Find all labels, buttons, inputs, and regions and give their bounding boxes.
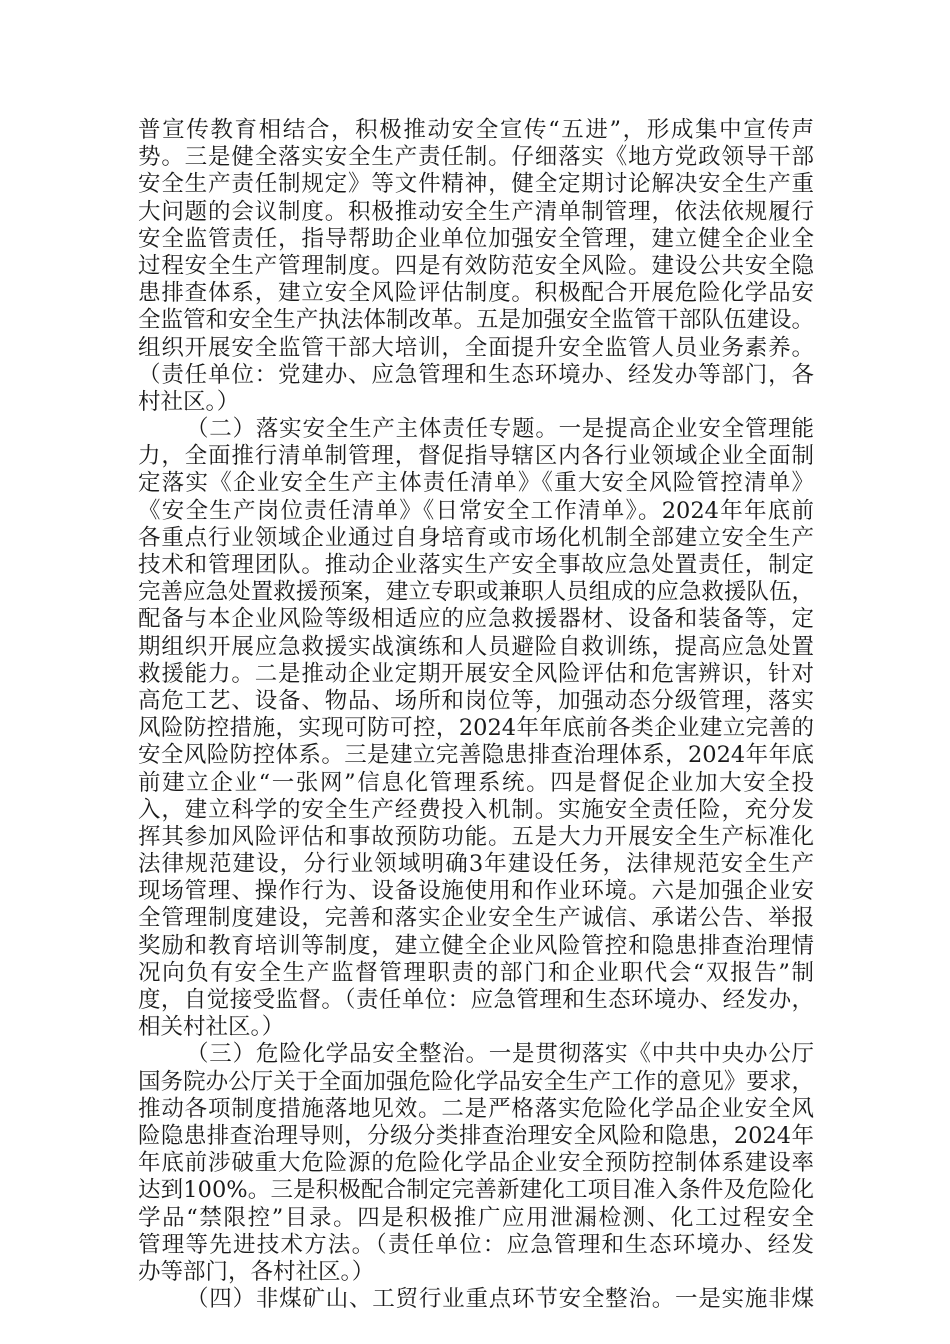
text-line: 力，全面推行清单制管理，督促指导辖区内各行业领域企业全面制	[138, 443, 814, 470]
text-line: 挥其参加风险评估和事故预防功能。五是大力开展安全生产标准化	[138, 823, 814, 850]
text-line: 前建立企业“一张网”信息化管理系统。四是督促企业加大安全投	[138, 769, 814, 796]
text-line: 全管理制度建设，完善和落实企业安全生产诚信、承诺公告、举报	[138, 905, 814, 932]
text-line: 安全监管责任，指导帮助企业单位加强安全管理，建立健全企业全	[138, 225, 814, 252]
text-line: 《安全生产岗位责任清单》《日常安全工作清单》。2024年年底前	[138, 497, 814, 524]
text-line: 险隐患排查治理导则，分级分类排查治理安全风险和隐患，2024年	[138, 1122, 814, 1149]
text-line: 办等部门，各村社区。）	[138, 1258, 375, 1285]
text-line: 度，自觉接受监督。（责任单位：应急管理和生态环境办、经发办，	[138, 987, 814, 1013]
text-line: 患排查体系，建立安全风险评估制度。积极配合开展危险化学品安	[138, 280, 814, 307]
text-line: 高危工艺、设备、物品、场所和岗位等，加强动态分级管理，落实	[138, 687, 814, 714]
text-line: 大问题的会议制度。积极推动安全生产清单制管理，依法依规履行	[138, 198, 814, 225]
text-line: 况向负有安全生产监督管理职责的部门和企业职代会“双报告”制	[138, 959, 814, 986]
text-line: 管理等先进技术方法。（责任单位：应急管理和生态环境办、经发	[138, 1231, 814, 1258]
text-line: 推动各项制度措施落地见效。二是严格落实危险化学品企业安全风	[138, 1095, 814, 1122]
text-line: 国务院办公厅关于全面加强危险化学品安全生产工作的意见》要求，	[138, 1068, 814, 1095]
text-line: 普宣传教育相结合，积极推动安全宣传“五进”，形成集中宣传声	[138, 117, 814, 143]
text-line: 各重点行业领域企业通过自身培育或市场化机制全部建立安全生产	[138, 524, 814, 551]
text-line: 配备与本企业风险等级相适应的应急救援器材、设备和装备等，定	[138, 606, 814, 633]
text-line: 期组织开展应急救援实战演练和人员避险自救训练，提高应急处置	[138, 633, 814, 660]
text-line: （二）落实安全生产主体责任专题。一是提高企业安全管理能	[186, 416, 814, 443]
text-line: 势。三是健全落实安全生产责任制。仔细落实《地方党政领导干部	[138, 144, 814, 171]
text-line: （四）非煤矿山、工贸行业重点环节安全整治。一是实施非煤	[186, 1286, 814, 1313]
text-line: 入，建立科学的安全生产经费投入机制。实施安全责任险，充分发	[138, 796, 814, 823]
text-line: 学品“禁限控”目录。四是积极推广应用泄漏检测、化工过程安全	[138, 1204, 814, 1231]
document-body	[138, 117, 814, 1313]
text-line: 安全风险防控体系。三是建立完善隐患排查治理体系，2024年年底	[138, 742, 814, 769]
text-line: 定落实《企业安全生产主体责任清单》《重大安全风险管控清单》	[138, 470, 814, 497]
text-line: （三）危险化学品安全整治。一是贯彻落实《中共中央办公厅	[186, 1041, 814, 1068]
text-line: 安全生产责任制规定》等文件精神，健全定期讨论解决安全生产重	[138, 171, 814, 198]
text-line: 奖励和教育培训等制度，建立健全企业风险管控和隐患排查治理情	[138, 932, 814, 959]
text-line: 村社区。）	[138, 388, 240, 415]
text-line: 技术和管理团队。推动企业落实生产安全事故应急处置责任，制定	[138, 552, 814, 578]
text-line: 过程安全生产管理制度。四是有效防范安全风险。建设公共安全隐	[138, 252, 814, 279]
text-line: 风险防控措施，实现可防可控，2024年年底前各类企业建立完善的	[138, 715, 814, 742]
text-line: 组织开展安全监管干部大培训，全面提升安全监管人员业务素养。	[138, 334, 814, 361]
text-line: 现场管理、操作行为、设备设施使用和作业环境。六是加强企业安	[138, 878, 814, 905]
text-line: 救援能力。二是推动企业定期开展安全风险评估和危害辨识，针对	[138, 660, 814, 687]
text-line: （责任单位：党建办、应急管理和生态环境办、经发办等部门，各	[138, 361, 814, 388]
text-line: 相关村社区。）	[138, 1014, 285, 1041]
text-line: 年底前涉破重大危险源的危险化学品企业安全预防控制体系建设率	[138, 1150, 814, 1177]
text-line: 达到100%。三是积极配合制定完善新建化工项目准入条件及危险化	[138, 1177, 814, 1204]
text-line: 法律规范建设，分行业领域明确3年建设任务，法律规范安全生产	[138, 851, 814, 878]
text-line: 全监管和安全生产执法体制改革。五是加强安全监管干部队伍建设。	[138, 307, 814, 334]
text-line: 完善应急处置救援预案，建立专职或兼职人员组成的应急救援队伍，	[138, 579, 814, 606]
